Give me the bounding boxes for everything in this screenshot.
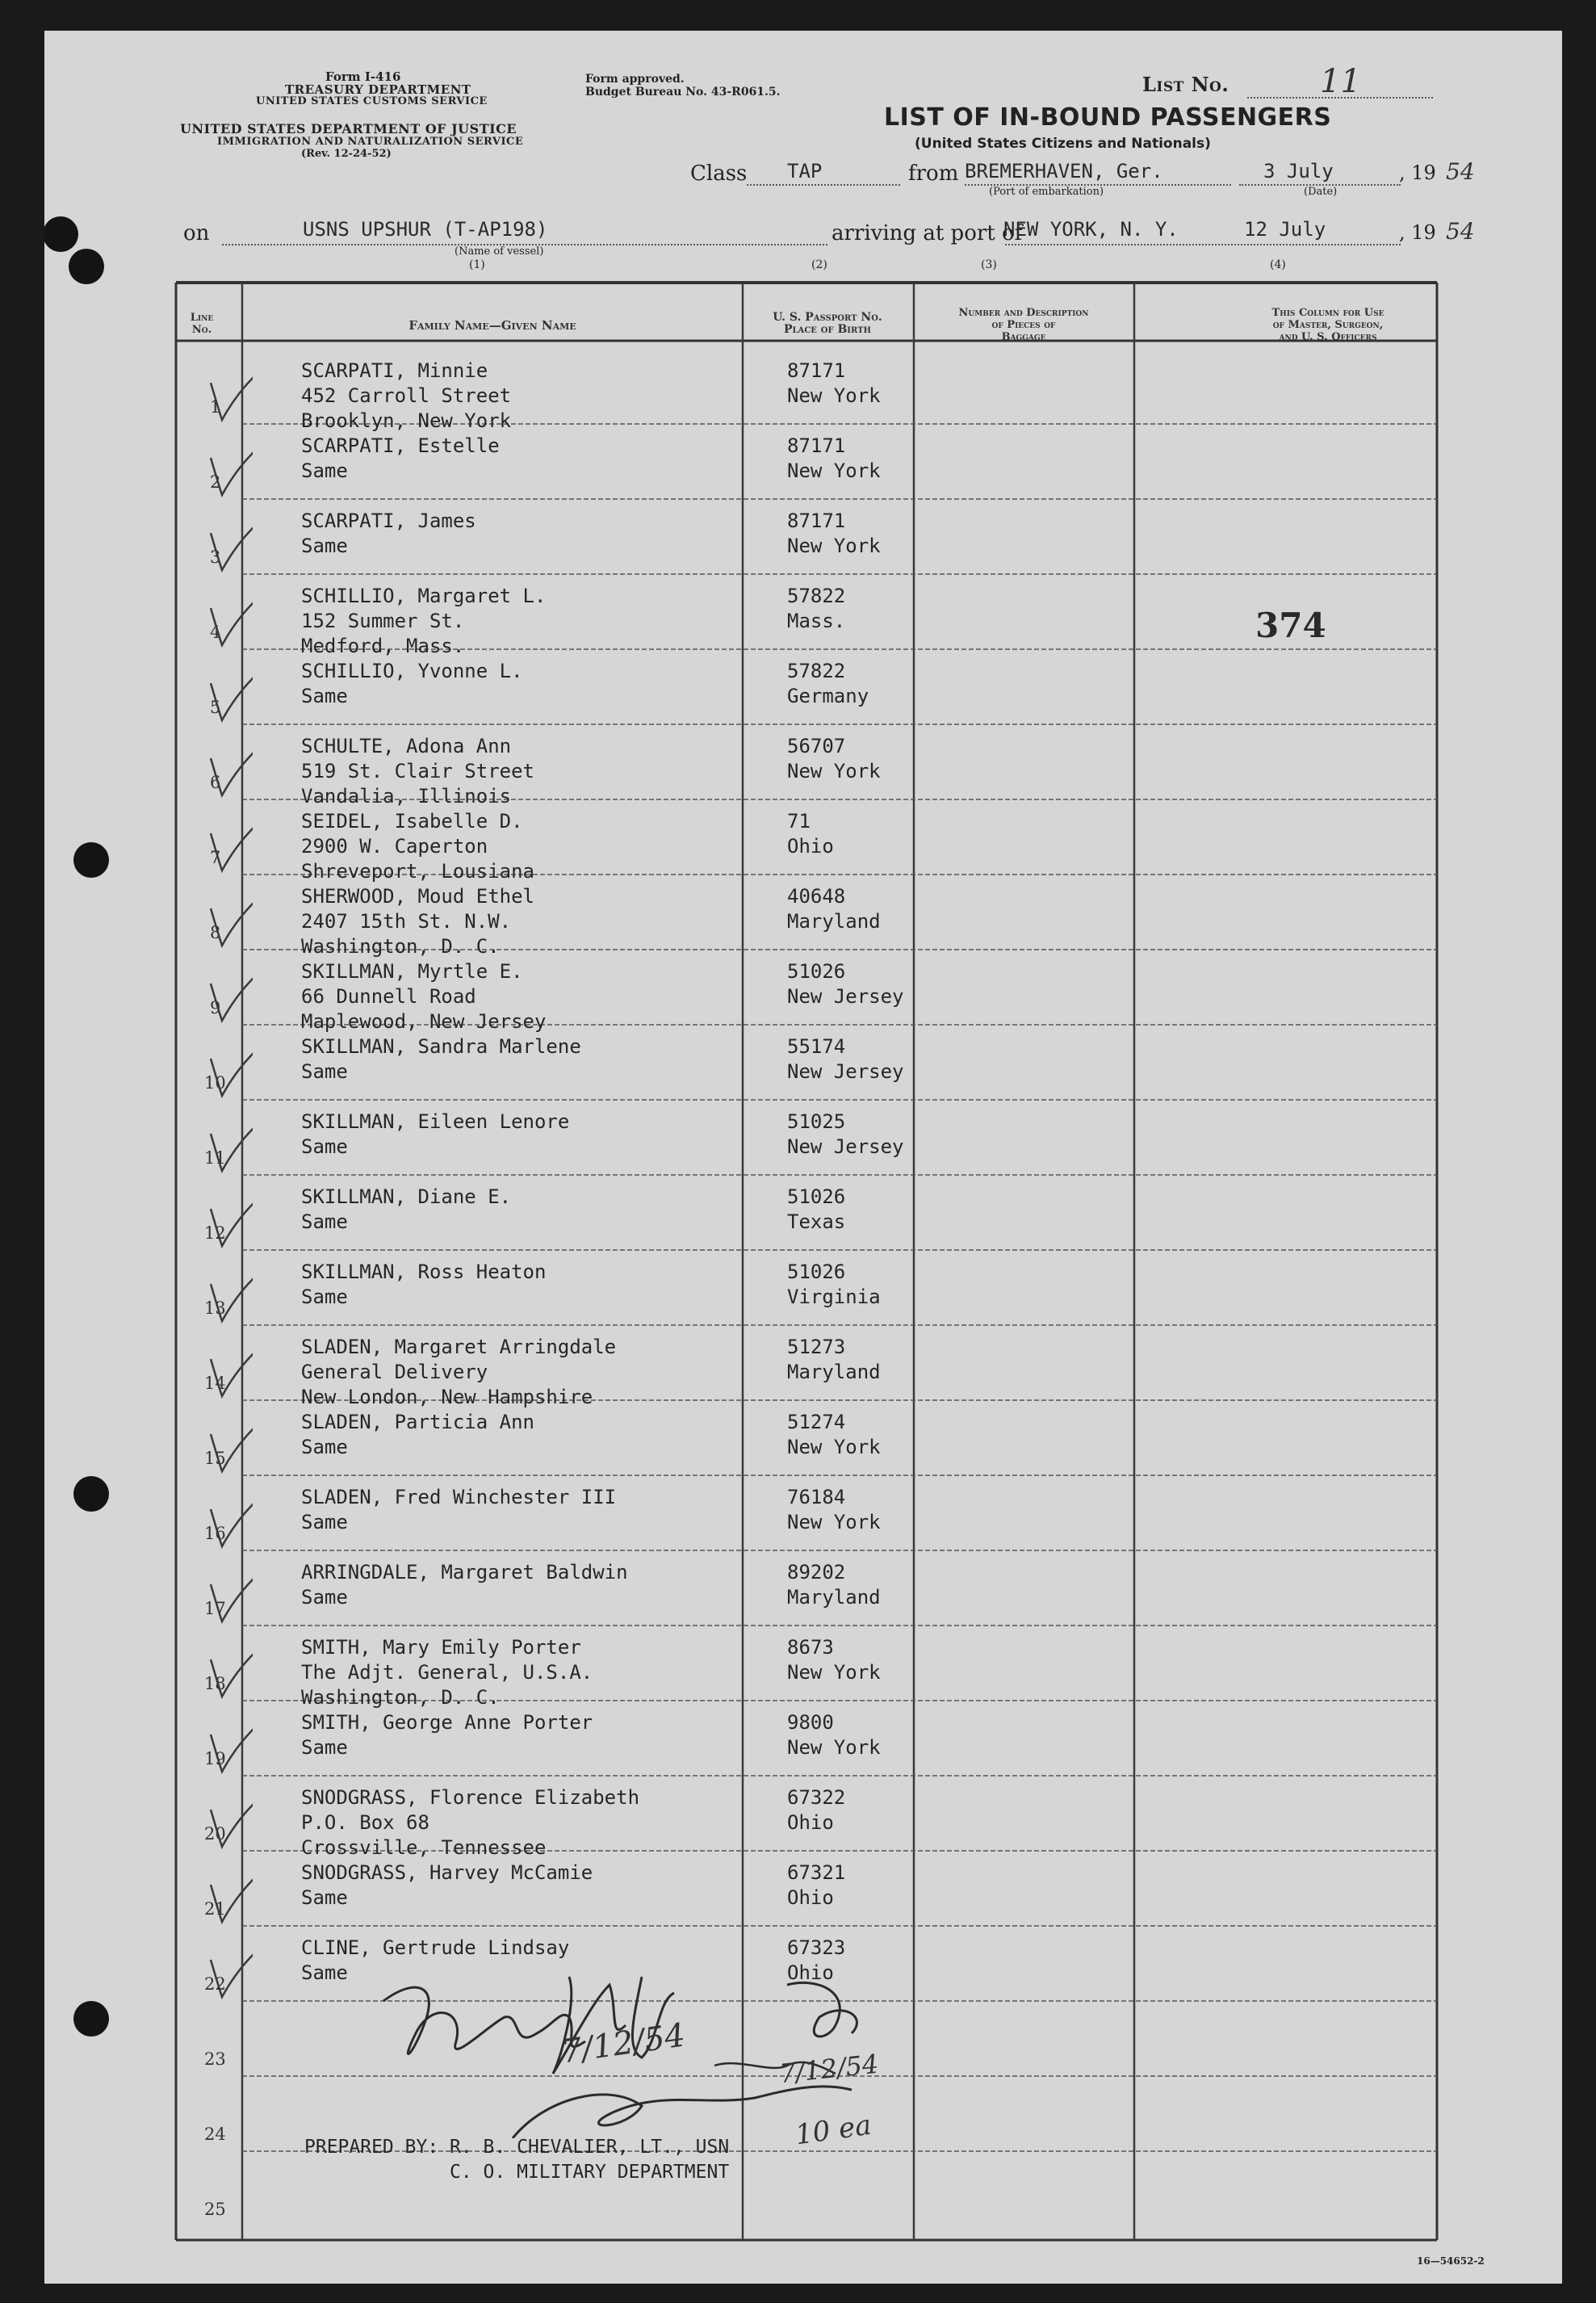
list-number-value: 11 [1320, 63, 1361, 100]
line-number: 18 [204, 1674, 226, 1693]
check-mark-icon [204, 900, 253, 949]
customs-service: UNITED STATES CUSTOMS SERVICE [256, 95, 488, 107]
binder-hole [73, 1476, 109, 1512]
passenger-name-address: SCARPATI, James Same [301, 510, 476, 557]
passport-and-birthplace: 57822 Germany [787, 660, 869, 707]
passenger-name-address: SKILLMAN, Diane E. Same [301, 1185, 512, 1233]
handwritten-count: 10 ea [793, 2108, 873, 2152]
passenger-name-address: ARRINGDALE, Margaret Baldwin Same [301, 1561, 628, 1609]
passport-and-birthplace: 57822 Mass. [787, 585, 846, 632]
budget-bureau-number: Budget Bureau No. 43-R061.5. [585, 86, 781, 99]
passenger-name-address: SEIDEL, Isabelle D. 2900 W. Caperton Shreveport, Lousiana [301, 810, 534, 883]
passenger-name-address: SNODGRASS, Harvey McCamie Same [301, 1861, 593, 1909]
check-mark-icon [204, 375, 253, 423]
passport-and-birthplace: 87171 New York [787, 434, 881, 482]
passport-and-birthplace: 51026 Virginia [787, 1261, 881, 1308]
prepared-by: PREPARED BY: R. B. CHEVALIER, LT., USN C. O. MILITARY DEPARTMENT [304, 2137, 730, 2183]
passport-and-birthplace: 76184 New York [787, 1486, 881, 1533]
line-number: 15 [204, 1449, 226, 1468]
column-number-3: (3) [981, 258, 997, 271]
check-mark-icon [204, 1952, 253, 2000]
check-mark-icon [204, 1802, 253, 1850]
passport-and-birthplace: 56707 New York [787, 735, 881, 782]
passenger-name-address: SCARPATI, Minnie 452 Carroll Street Brooklyn, New York [301, 359, 512, 432]
passport-and-birthplace: 67322 Ohio [787, 1786, 846, 1834]
class-value: TAP [787, 160, 823, 182]
binder-hole [69, 249, 104, 284]
vessel-name-caption: (Name of vessel) [455, 245, 544, 258]
arrival-date: 12 July [1244, 218, 1326, 241]
port-of-embarkation-caption: (Port of embarkation) [989, 186, 1104, 198]
passenger-name-address: SCHILLIO, Yvonne L. Same [301, 660, 523, 707]
passport-and-birthplace: 71 Ohio [787, 810, 834, 858]
check-mark-icon [204, 525, 253, 573]
check-mark-icon [204, 1651, 253, 1700]
passenger-name-address: SMITH, George Anne Porter Same [301, 1711, 593, 1759]
column-number-4: (4) [1270, 258, 1286, 271]
line-number: 2 [210, 472, 221, 492]
passport-and-birthplace: 40648 Maryland [787, 885, 881, 933]
passenger-name-address: SKILLMAN, Ross Heaton Same [301, 1261, 547, 1308]
column-number-2: (2) [811, 258, 827, 271]
passenger-name-address: SNODGRASS, Florence Elizabeth P.O. Box 68 Crossville, Tennessee [301, 1786, 640, 1859]
passport-and-birthplace: 51025 New Jersey [787, 1110, 904, 1158]
line-number: 3 [210, 547, 221, 567]
officer-stamp-number: 374 [1255, 606, 1326, 645]
department-of-justice: UNITED STATES DEPARTMENT OF JUSTICE [180, 121, 517, 136]
line-number: 13 [204, 1298, 226, 1318]
line-number: 14 [204, 1374, 226, 1393]
line-number: 12 [204, 1223, 226, 1243]
passport-and-birthplace: 51273 Maryland [787, 1336, 881, 1383]
check-mark-icon [204, 1051, 253, 1099]
handwritten-date-2: 7/12/54 [777, 2048, 881, 2090]
line-number: 23 [204, 2049, 226, 2069]
form-number: Form I-416 [325, 69, 401, 84]
form-approved: Form approved. [585, 73, 685, 86]
passenger-name-address: CLINE, Gertrude Lindsay Same [301, 1936, 570, 1984]
check-mark-icon [204, 1501, 253, 1550]
passenger-name-address: SCHULTE, Adona Ann 519 St. Clair Street Vandalia, Illinois [301, 735, 534, 808]
column-header-officers: This Column for Use of Master, Surgeon, and U. S. Officers [1271, 307, 1384, 343]
column-header-name: Family Name—Given Name [408, 318, 576, 333]
check-mark-icon [204, 750, 253, 799]
binder-hole [73, 842, 109, 878]
passenger-name-address: SLADEN, Fred Winchester III Same [301, 1486, 617, 1533]
line-number: 1 [210, 397, 221, 417]
check-mark-icon [204, 825, 253, 874]
line-number: 19 [204, 1749, 226, 1768]
form-revision: (Rev. 12-24-52) [301, 148, 392, 160]
departure-date: 3 July [1263, 160, 1334, 182]
document-subtitle: (United States Citizens and Nationals) [915, 136, 1211, 152]
passport-and-birthplace: 51274 New York [787, 1411, 881, 1458]
treasury-department: TREASURY DEPARTMENT [285, 82, 471, 97]
binder-hole [73, 2001, 109, 2037]
passenger-name-address: SKILLMAN, Myrtle E. 66 Dunnell Road Maplewood, New Jersey [301, 960, 547, 1033]
passport-and-birthplace: 51026 New Jersey [787, 960, 904, 1008]
handwritten-date-1: 7/12/54 [559, 2016, 688, 2071]
check-mark-icon [204, 675, 253, 724]
check-mark-icon [204, 1276, 253, 1324]
arrival-year: 54 [1446, 218, 1475, 245]
line-number: 17 [204, 1599, 226, 1618]
line-number: 11 [204, 1148, 226, 1168]
passport-and-birthplace: 89202 Maryland [787, 1561, 881, 1609]
arriving-label: arriving at port of [832, 221, 1023, 245]
line-number: 25 [204, 2200, 226, 2219]
passenger-name-address: SCARPATI, Estelle Same [301, 434, 500, 482]
from-label: from [908, 162, 959, 186]
passport-and-birthplace: 8673 New York [787, 1636, 881, 1684]
departure-year-prefix: , 19 [1399, 162, 1436, 184]
on-label: on [183, 221, 210, 245]
passport-and-birthplace: 87171 New York [787, 359, 881, 407]
line-number: 5 [210, 698, 221, 717]
passenger-list-sheet [44, 31, 1562, 2284]
passenger-name-address: SMITH, Mary Emily Porter The Adjt. General, U.S.A. Washington, D. C. [301, 1636, 593, 1709]
check-mark-icon [204, 1877, 253, 1925]
check-mark-icon [204, 1726, 253, 1775]
line-number: 4 [210, 623, 221, 642]
vessel-name: USNS UPSHUR (T-AP198) [303, 218, 548, 241]
arrival-year-prefix: , 19 [1399, 221, 1436, 244]
check-mark-icon [204, 1201, 253, 1249]
line-number: 22 [204, 1974, 226, 1994]
column-header-baggage: Number and Description of Pieces of Baggage [958, 307, 1089, 343]
passport-and-birthplace: 51026 Texas [787, 1185, 846, 1233]
check-mark-icon [204, 1576, 253, 1625]
passenger-name-address: SLADEN, Margaret Arringdale General Delivery New London, New Hampshire [301, 1336, 617, 1408]
list-number-label: List No. [1142, 73, 1229, 96]
passenger-name-address: SLADEN, Particia Ann Same [301, 1411, 534, 1458]
passenger-name-address: SKILLMAN, Eileen Lenore Same [301, 1110, 570, 1158]
line-number: 10 [204, 1073, 226, 1093]
arrival-port: NEW YORK, N. Y. [1003, 218, 1179, 241]
passport-and-birthplace: 67321 Ohio [787, 1861, 846, 1909]
passport-and-birthplace: 55174 New Jersey [787, 1035, 904, 1083]
check-mark-icon [204, 1126, 253, 1174]
passport-and-birthplace: 87171 New York [787, 510, 881, 557]
date-caption: (Date) [1304, 186, 1338, 198]
class-label: Class [690, 162, 748, 186]
check-mark-icon [204, 1426, 253, 1475]
line-number: 24 [204, 2125, 226, 2144]
check-mark-icon [204, 600, 253, 648]
column-header-passport: U. S. Passport No. Place of Birth [773, 311, 882, 336]
immigration-service: IMMIGRATION AND NATURALIZATION SERVICE [217, 136, 524, 148]
passport-and-birthplace: 9800 New York [787, 1711, 881, 1759]
check-mark-icon [204, 1351, 253, 1399]
binder-hole [44, 216, 78, 252]
port-of-embarkation: BREMERHAVEN, Ger. [965, 160, 1163, 182]
column-header-line-number: Line No. [190, 312, 214, 336]
line-number: 7 [210, 848, 221, 867]
passenger-name-address: SHERWOOD, Moud Ethel 2407 15th St. N.W. Washington, D. C. [301, 885, 534, 958]
line-number: 9 [210, 998, 221, 1017]
line-number: 20 [204, 1824, 226, 1844]
departure-year: 54 [1446, 158, 1475, 185]
check-mark-icon [204, 975, 253, 1024]
document-title: LIST OF IN-BOUND PASSENGERS [884, 103, 1332, 132]
column-number-1: (1) [469, 258, 485, 271]
check-mark-icon [204, 450, 253, 498]
line-number: 21 [204, 1899, 226, 1919]
form-code: 16—54652-2 [1417, 2255, 1485, 2267]
passport-and-birthplace: 67323 Ohio [787, 1936, 846, 1984]
line-number: 16 [204, 1524, 226, 1543]
line-number: 6 [210, 773, 221, 792]
passenger-name-address: SKILLMAN, Sandra Marlene Same [301, 1035, 581, 1083]
passenger-name-address: SCHILLIO, Margaret L. 152 Summer St. Medford, Mass. [301, 585, 547, 657]
line-number: 8 [210, 923, 221, 942]
